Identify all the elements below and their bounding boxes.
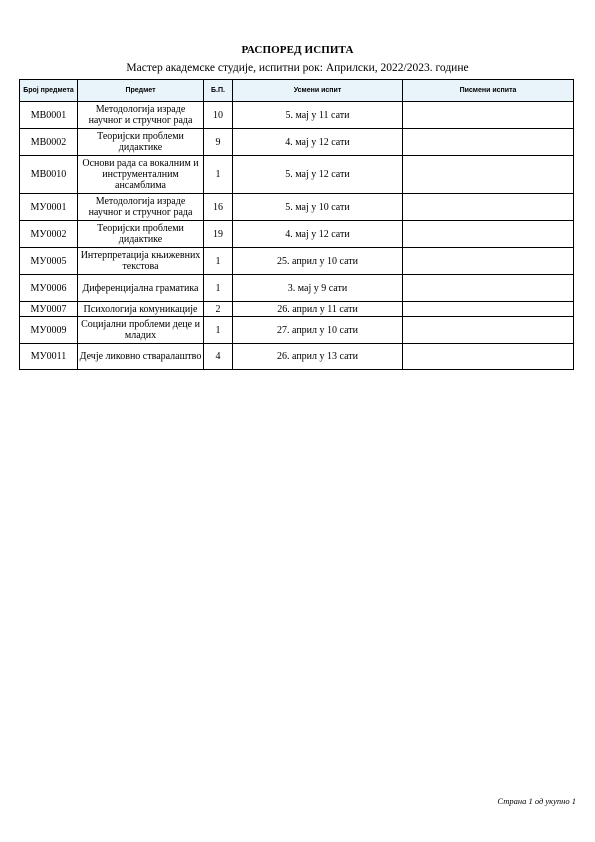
header-code: Број предмета: [20, 80, 78, 102]
cell-oral-exam: 26. април у 11 сати: [233, 302, 403, 317]
cell-written-exam: [403, 102, 574, 129]
table-row: [20, 248, 574, 275]
cell-subject: Методологија израде научног и стручног рада: [78, 102, 204, 129]
cell-subject: Методологија израде научног и стручног рада: [78, 194, 204, 221]
cell-oral-exam: 4. мај у 12 сати: [233, 221, 403, 248]
cell-credits: 1: [204, 275, 233, 302]
table-row: [20, 156, 574, 194]
cell-written-exam: [403, 248, 574, 275]
cell-subject: Социјални проблеми деце и младих: [78, 317, 204, 344]
cell-credits: 1: [204, 156, 233, 194]
cell-code: МУ0007: [20, 302, 78, 317]
cell-credits: 4: [204, 344, 233, 370]
cell-credits: 1: [204, 317, 233, 344]
page-title: РАСПОРЕД ИСПИТА: [241, 44, 354, 56]
table-row: [20, 129, 574, 156]
header-oral-exam: Усмени испит: [233, 80, 403, 102]
cell-code: МУ0002: [20, 221, 78, 248]
cell-subject: Основи рада са вокалним и инструменталним ансамблима: [78, 156, 204, 194]
cell-written-exam: [403, 194, 574, 221]
page-number: Страна 1 од укупно 1: [497, 796, 576, 806]
header-written-exam: Писмени испита: [403, 80, 574, 102]
cell-subject: Психологија комуникације: [78, 302, 204, 317]
cell-written-exam: [403, 221, 574, 248]
cell-oral-exam: 25. април у 10 сати: [233, 248, 403, 275]
table-row: [20, 275, 574, 302]
table-row: [20, 344, 574, 370]
cell-oral-exam: 26. април у 13 сати: [233, 344, 403, 370]
cell-credits: 19: [204, 221, 233, 248]
table-row: [20, 194, 574, 221]
cell-credits: 10: [204, 102, 233, 129]
cell-credits: 16: [204, 194, 233, 221]
exam-schedule-table: [19, 79, 574, 370]
cell-code: МУ0005: [20, 248, 78, 275]
cell-code: МУ0001: [20, 194, 78, 221]
cell-subject: Дечје ликовно стваралаштво: [78, 344, 204, 370]
cell-written-exam: [403, 129, 574, 156]
cell-code: МВ0001: [20, 102, 78, 129]
table-row: [20, 302, 574, 317]
cell-oral-exam: 3. мај у 9 сати: [233, 275, 403, 302]
cell-subject: Теоријски проблеми дидактике: [78, 221, 204, 248]
cell-oral-exam: 5. мај у 12 сати: [233, 156, 403, 194]
table-row: [20, 221, 574, 248]
cell-credits: 2: [204, 302, 233, 317]
cell-code: МВ0002: [20, 129, 78, 156]
cell-written-exam: [403, 344, 574, 370]
table-header-row: [20, 80, 574, 102]
cell-written-exam: [403, 156, 574, 194]
header-subject: Предмет: [78, 80, 204, 102]
cell-written-exam: [403, 317, 574, 344]
cell-code: МУ0009: [20, 317, 78, 344]
cell-code: МУ0006: [20, 275, 78, 302]
cell-oral-exam: 27. април у 10 сати: [233, 317, 403, 344]
table-row: [20, 102, 574, 129]
cell-subject: Диференцијална граматика: [78, 275, 204, 302]
cell-oral-exam: 5. мај у 10 сати: [233, 194, 403, 221]
cell-subject: Теоријски проблеми дидактике: [78, 129, 204, 156]
cell-subject: Интерпретација књижевних текстова: [78, 248, 204, 275]
cell-code: МВ0010: [20, 156, 78, 194]
cell-oral-exam: 5. мај у 11 сати: [233, 102, 403, 129]
cell-written-exam: [403, 302, 574, 317]
cell-code: МУ0011: [20, 344, 78, 370]
cell-written-exam: [403, 275, 574, 302]
page-subtitle: Мастер академске студије, испитни рок: Априлски, 2022/2023. године: [126, 62, 469, 74]
cell-credits: 1: [204, 248, 233, 275]
cell-oral-exam: 4. мај у 12 сати: [233, 129, 403, 156]
table-row: [20, 317, 574, 344]
header-credits: Б.П.: [204, 80, 233, 102]
cell-credits: 9: [204, 129, 233, 156]
